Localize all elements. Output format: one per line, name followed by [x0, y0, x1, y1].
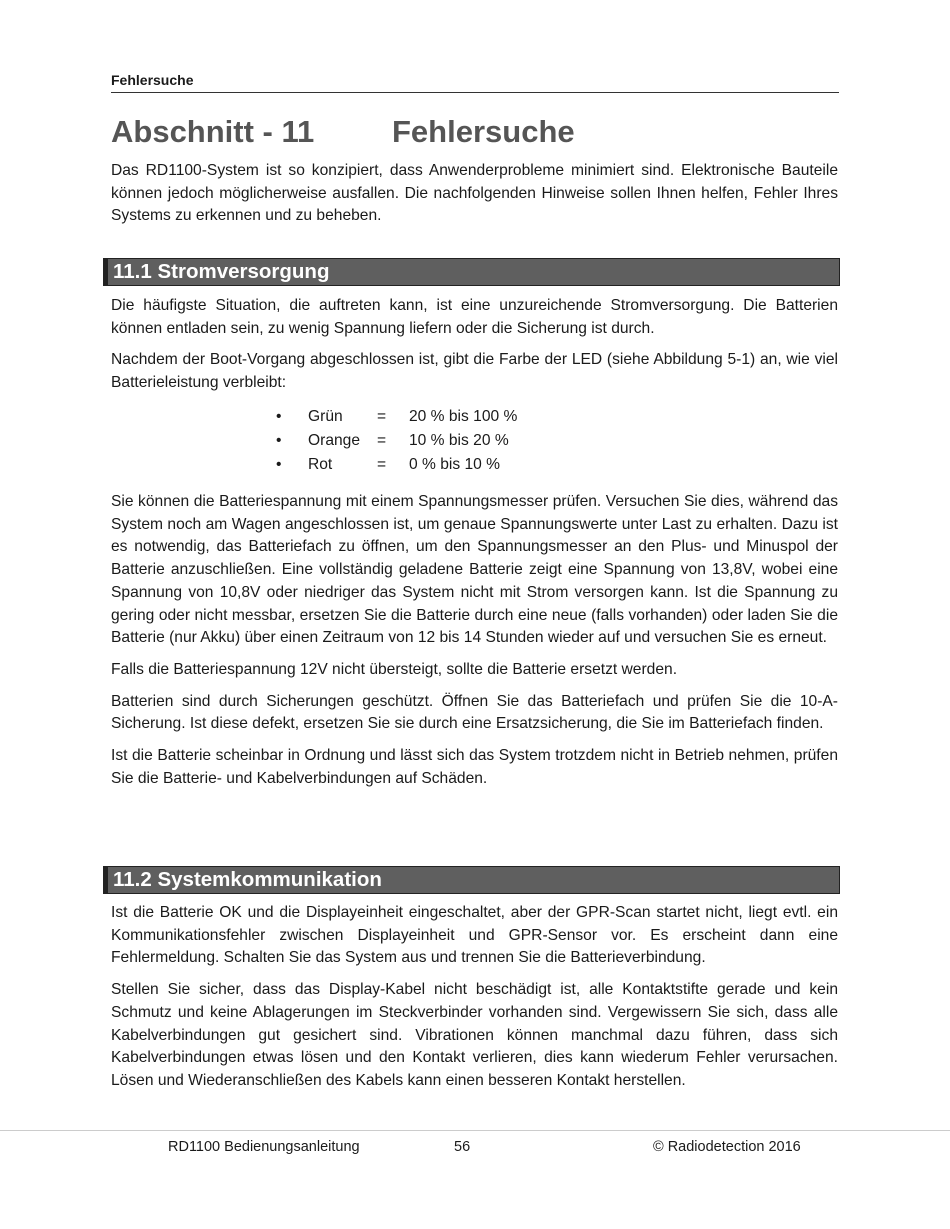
section-heading-bar-stromversorgung: [103, 258, 840, 286]
footer-divider: [0, 1130, 950, 1131]
section1-paragraph-6: Ist die Batterie scheinbar in Ordnung und lässt sich das System trotzdem nicht in Betrieb nehmen, prüfen Sie die Batterie- und Kabelverbindungen auf Schäden.: [111, 747, 838, 787]
led-status-list: [276, 405, 576, 477]
led-status-row: [276, 405, 576, 429]
battery-range: 10 % bis 20 %: [409, 432, 509, 449]
battery-range: 0 % bis 10 %: [409, 456, 501, 473]
chapter-number: Abschnitt - 11: [111, 114, 315, 149]
section1-paragraph-1: Die häufigste Situation, die auftreten kann, ist eine unzureichende Stromversorgung. Die Batterien können entladen sein, zu wenig Spannung liefern oder die Sicherung ist durch.: [111, 297, 838, 337]
chapter-title: [111, 114, 575, 150]
led-color-label: Orange: [308, 432, 361, 449]
bullet-icon: •: [276, 408, 282, 425]
section-heading-stromversorgung: 11.1 Stromversorgung: [113, 260, 330, 283]
bullet-icon: •: [276, 456, 282, 473]
led-color-label: Grün: [308, 408, 343, 425]
running-header: Fehlersuche: [111, 72, 839, 93]
section1-paragraph-3: Sie können die Batteriespannung mit einem Spannungsmesser prüfen. Versuchen Sie dies, während das System noch am Wagen angeschlossen ist, um genaue Spannungswerte unter Last zu erhalten. Dazu ist es notwendig, das Batteriefach zu öffnen, um den Spannungsmesser an den Plus- und Minuspol der Batterie anzuschließen. Eine vollständig geladene Batterie zeigt eine Spannung von 13,8V, wobei eine Spannung von 10,8V oder niedriger das System nicht mit Strom versorgen kann. Ist die Spannung zu gering oder nicht messbar, ersetzen Sie die Batterie durch eine neue (falls vorhanden) oder laden Sie die Batterie (nur Akku) über einen Zeitraum von 12 bis 14 Stunden wieder auf und versuchen Sie es erneut.: [111, 493, 838, 647]
equals-sign: =: [377, 456, 387, 473]
intro-paragraph: Das RD1100-System ist so konzipiert, dass Anwenderprobleme minimiert sind. Elektronische Bauteile können jedoch möglicherweise ausfallen. Die nachfolgenden Hinweise sollen Ihnen helfen, Fehler Ihres Systems zu erkennen und zu beheben.: [111, 162, 838, 225]
bullet-icon: •: [276, 432, 282, 449]
equals-sign: =: [377, 408, 387, 425]
led-color-label: Rot: [308, 456, 333, 473]
footer-copyright: © Radiodetection 2016: [653, 1139, 801, 1155]
section2-paragraph-1: Ist die Batterie OK und die Displayeinheit eingeschaltet, aber der GPR-Scan startet nicht, liegt evtl. ein Kommunikationsfehler zwischen Displayeinheit und GPR-Sensor vor. Es erscheint dann eine Fehlermeldung. Schalten Sie das System aus und trennen Sie die Batterieverbindung.: [111, 904, 838, 967]
section2-body-block: [111, 902, 838, 1093]
battery-range: 20 % bis 100 %: [409, 408, 518, 425]
section1-body-block: [111, 491, 838, 790]
section1-intro-block: [111, 295, 838, 395]
section-heading-systemkommunikation: 11.2 Systemkommunikation: [113, 868, 382, 891]
led-status-row: [276, 429, 576, 453]
footer-manual-title: RD1100 Bedienungsanleitung: [168, 1139, 360, 1155]
section2-paragraph-2: Stellen Sie sicher, dass das Display-Kabel nicht beschädigt ist, alle Kontaktstifte gerade und kein Schmutz und keine Ablagerungen im Steckverbinder vorhanden sind. Vergewissern Sie sich, dass alle Kabelverbindungen gut gesichert sind. Vibrationen können manchmal dazu führen, dass sich Kabelverbindungen etwas lösen und den Kontakt verlieren, dies kann wiederum Fehler verursachen. Lösen und Wiederanschließen des Kabels kann einen besseren Kontakt herstellen.: [111, 981, 838, 1089]
section-heading-bar-systemkommunikation: [103, 866, 840, 894]
footer-page-number: 56: [454, 1139, 471, 1155]
equals-sign: =: [377, 432, 387, 449]
led-status-row: [276, 453, 576, 477]
intro-block: [111, 160, 838, 228]
section1-paragraph-2: Nachdem der Boot-Vorgang abgeschlossen ist, gibt die Farbe der LED (siehe Abbildung 5-1) an, wie viel Batterieleistung verbleibt:: [111, 351, 838, 392]
section1-paragraph-5: Batterien sind durch Sicherungen geschützt. Öffnen Sie das Batteriefach und prüfen Sie die 10-A-Sicherung. Ist diese defekt, ersetzen Sie sie durch eine Ersatzsicherung, die Sie im Batteriefach finden.: [111, 692, 838, 733]
chapter-name: Fehlersuche: [392, 114, 575, 149]
section1-paragraph-4: Falls die Batteriespannung 12V nicht übersteigt, sollte die Batterie ersetzt werden.: [111, 660, 678, 678]
